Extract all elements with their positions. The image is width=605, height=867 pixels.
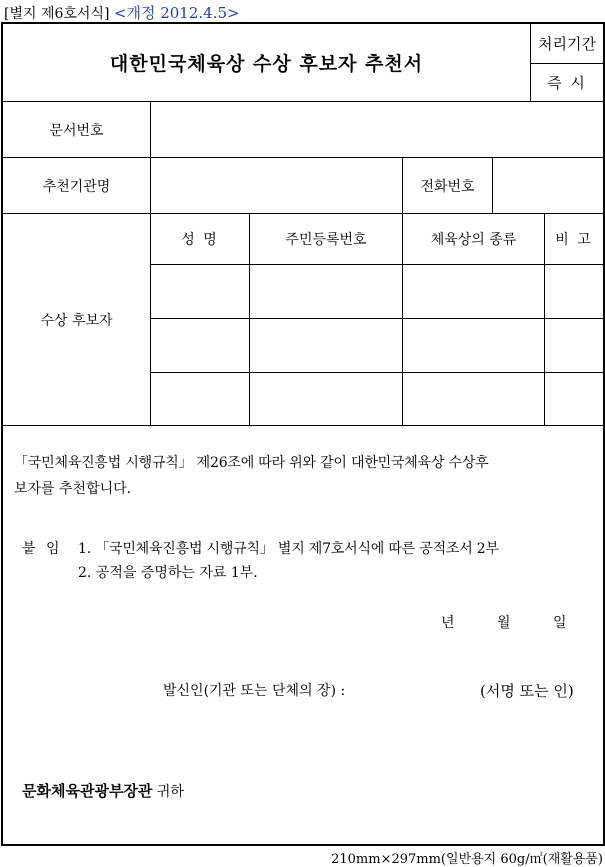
date-month: 월 — [497, 615, 511, 631]
recipient-suffix: 귀하 — [156, 784, 184, 800]
revision-note: <개정 2012.4.5> — [113, 4, 240, 22]
phone-label: 전화번호 — [420, 178, 475, 195]
date-day: 일 — [553, 615, 567, 631]
org-name-label: 추천기관명 — [42, 178, 111, 195]
candidates-label: 수상 후보자 — [40, 312, 113, 329]
processing-period-value: 즉 시 — [547, 74, 587, 92]
sender-signature: (서명 또는 인) — [480, 682, 574, 700]
table-cell[interactable] — [545, 319, 603, 372]
paper-spec: 210mm×297mm(일반용지 60g/㎡(재활용품) — [331, 852, 603, 867]
phone-field[interactable] — [493, 158, 603, 213]
table-cell[interactable] — [403, 265, 544, 318]
recipient-name: 문화체육관광부장관 — [22, 782, 153, 800]
table-cell[interactable] — [545, 373, 603, 425]
statement-line-2: 보자를 추천합니다. — [14, 481, 132, 497]
table-cell[interactable] — [403, 319, 544, 372]
sender-label: 발신인(기관 또는 단체의 장) : — [163, 683, 346, 699]
doc-number-field[interactable] — [151, 102, 603, 157]
column-award-type: 체육상의 종류 — [430, 232, 517, 248]
table-cell[interactable] — [151, 373, 249, 425]
table-cell[interactable] — [250, 265, 402, 318]
processing-period-label: 처리기간 — [538, 35, 596, 53]
column-remarks: 비 고 — [555, 232, 593, 248]
statement-line-1: 「국민체육진흥법 시행규칙」 제26조에 따라 위와 같이 대한민국체육상 수상후 — [14, 455, 489, 471]
column-resident-number: 주민등록번호 — [285, 232, 367, 248]
table-cell[interactable] — [250, 373, 402, 425]
column-name: 성 명 — [181, 232, 219, 248]
table-cell[interactable] — [250, 319, 402, 372]
table-cell[interactable] — [545, 265, 603, 318]
recipient — [22, 780, 184, 801]
table-cell[interactable] — [151, 265, 249, 318]
form-title: 대한민국체육상 수상 후보자 추천서 — [109, 53, 424, 75]
date-year: 년 — [441, 615, 455, 631]
table-cell[interactable] — [151, 319, 249, 372]
org-name-field[interactable] — [151, 158, 402, 213]
form-label: [별지 제6호서식] — [4, 6, 110, 22]
doc-number-label: 문서번호 — [49, 122, 104, 139]
attachment-item-2: 2. 공적을 증명하는 자료 1부. — [78, 565, 258, 581]
attachment-item-1: 1. 「국민체육진흥법 시행규칙」 별지 제7호서식에 따른 공적조서 2부 — [78, 541, 499, 557]
attachments-label: 붙 임 — [22, 541, 63, 557]
form-header — [4, 2, 240, 23]
table-cell[interactable] — [403, 373, 544, 425]
statement — [14, 450, 599, 502]
